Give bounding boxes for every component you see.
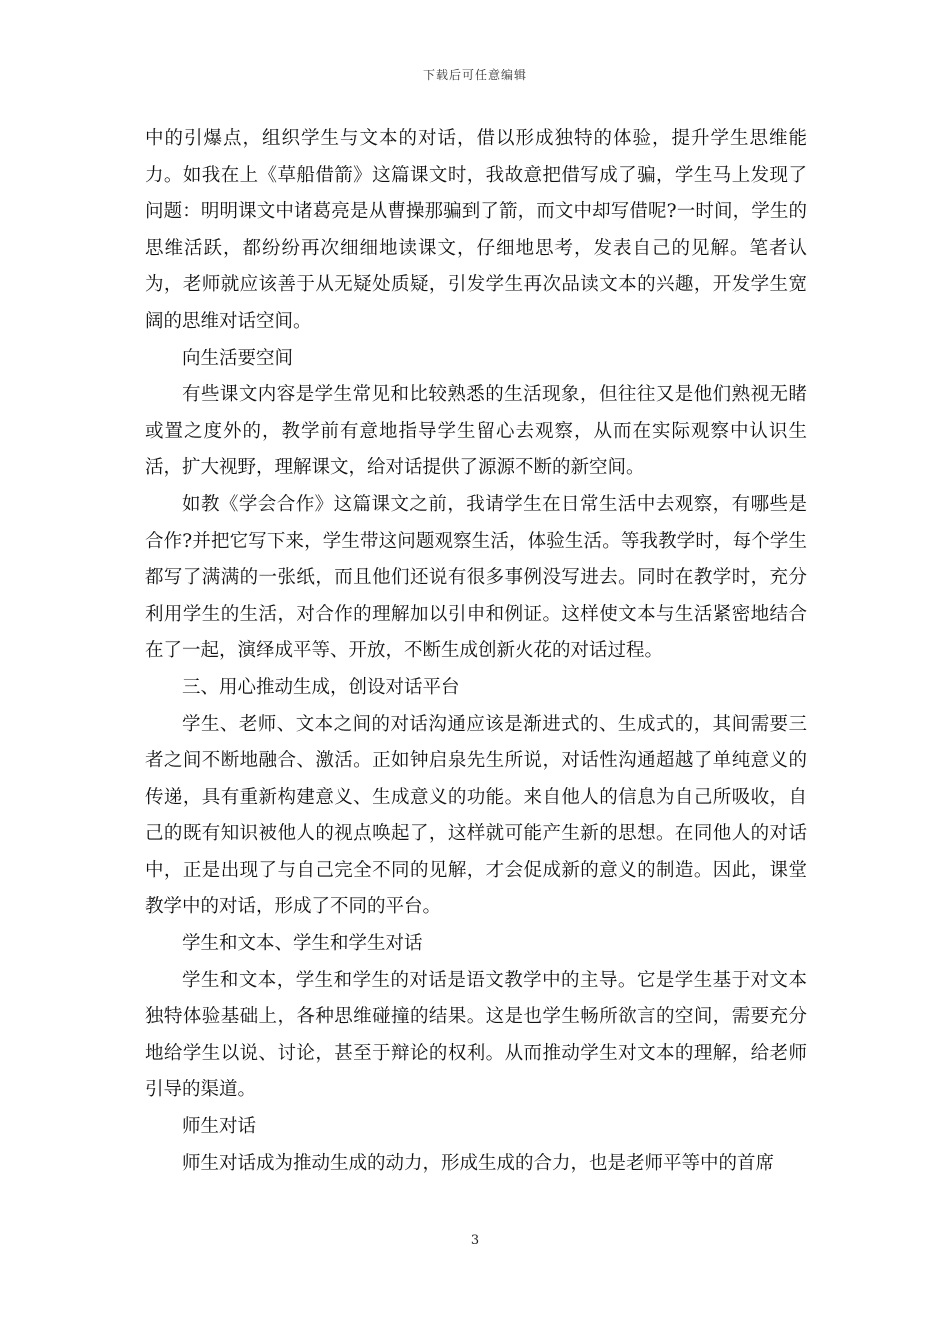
section-heading: 向生活要空间 (182, 347, 294, 369)
paragraph: 有些课文内容是学生常见和比较熟悉的生活现象，但往往又是他们熟视无睹或置之度外的，教学前有意地指导学生留心去观察，从而在实际观察中认识生活，扩大视野，理解课文，给对话提供了源源不断的新空间。 (145, 384, 807, 479)
page-number: 3 (470, 1233, 480, 1248)
section-heading: 学生和文本、学生和学生对话 (182, 933, 423, 955)
paragraph: 学生和文本，学生和学生的对话是语文教学中的主导。它是学生基于对文本独特体验基础上，各种思维碰撞的结果。这是也学生畅所欲言的空间，需要充分地给学生以说、讨论，甚至于辩论的权利。从而推动学生对文本的理解，给老师引导的渠道。 (145, 969, 807, 1101)
paragraph: 如教《学会合作》这篇课文之前，我请学生在日常生活中去观察，有哪些是合作?并把它写下来，学生带这问题观察生活，体验生活。等我教学时，每个学生都写了满满的一张纸，而且他们还说有很多事例没写进去。同时在教学时，充分利用学生的生活，对合作的理解加以引申和例证。这样使文本与生活紧密地结合在了一起，演绎成平等、开放，不断生成创新火花的对话过程。 (145, 493, 807, 662)
document-body (145, 121, 807, 1182)
section-heading: 三、用心推动生成，创设对话平台 (182, 676, 460, 698)
page-header: 下载后可任意编辑 (422, 68, 527, 82)
paragraph: 师生对话成为推动生成的动力，形成生成的合力，也是老师平等中的首席 (182, 1152, 775, 1174)
paragraph: 学生、老师、文本之间的对话沟通应该是渐进式的、生成式的，其间需要三者之间不断地融合、激活。正如钟启泉先生所说，对话性沟通超越了单纯意义的传递，具有重新构建意义、生成意义的功能。来自他人的信息为自己所吸收，自己的既有知识被他人的视点唤起了，这样就可能产生新的思想。在同他人的对话中，正是出现了与自己完全不同的见解，才会促成新的意义的制造。因此，课堂教学中的对话，形成了不同的平台。 (145, 713, 807, 918)
section-heading: 师生对话 (182, 1116, 257, 1138)
paragraph-continuation: 中的引爆点，组织学生与文本的对话，借以形成独特的体验，提升学生思维能力。如我在上《草船借箭》这篇课文时，我故意把借写成了骗，学生马上发现了问题：明明课文中诸葛亮是从曹操那骗到了箭，而文中却写借呢?一时间，学生的思维活跃，都纷纷再次细细地读课文，仔细地思考，发表自己的见解。笔者认为，老师就应该善于从无疑处质疑，引发学生再次品读文本的兴趣，开发学生宽阔的思维对话空间。 (145, 128, 807, 332)
